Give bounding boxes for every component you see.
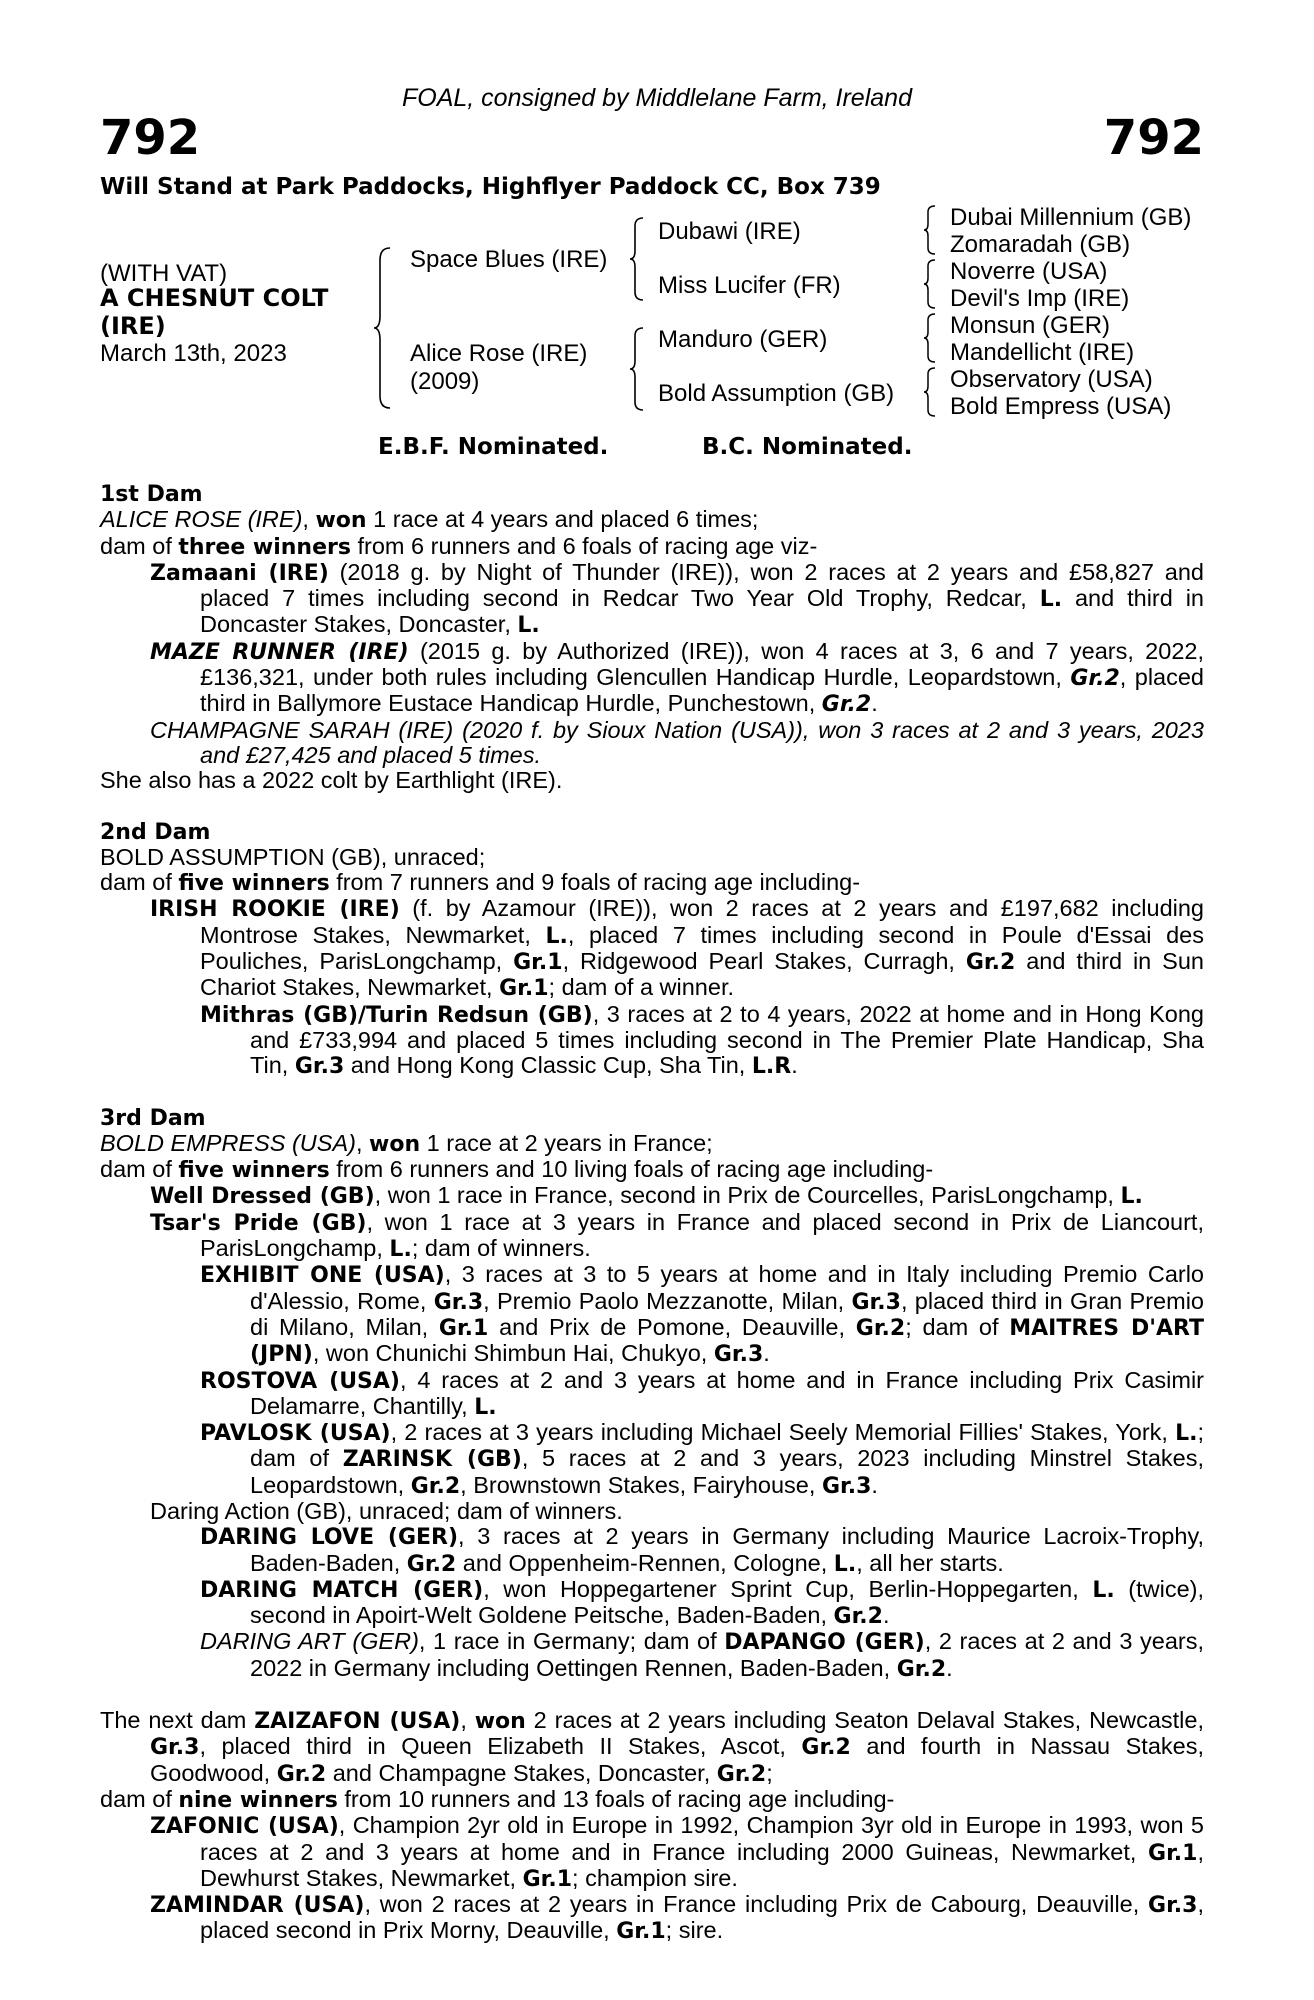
produce-zamaani: Zamaani (IRE) (2018 g. by Night of Thunder (IRE)), won 2 races at 2 years and £58,827 and placed 7 times including second in Redcar Two Year Old Trophy, Redcar, L. and third in Doncaster Stakes, Doncaster, L.	[150, 558, 1204, 639]
produce-mithras: Mithras (GB)/Turin Redsun (GB), 3 races at 2 to 4 years, 2022 at home and in Hong Kong and £733,994 and placed 5 times including second in The Premier Plate Handicap, Sha Tin, Gr.3 and Hong Kong Classic Cup, Sha Tin, L.R.	[200, 1000, 1204, 1080]
foaling-date: March 13th, 2023	[100, 340, 287, 367]
first-dam-also: She also has a 2022 colt by Earthlight (IRE).	[100, 767, 563, 794]
catalogue-body	[100, 482, 1204, 1945]
produce-zafonic: ZAFONIC (USA), Champion 2yr old in Europe in 1992, Champion 3yr old in Europe in 1993, won 5 races at 2 and 3 years at home and in France including 2000 Guineas, Newmarket, Gr.1, Dewhurst Stakes, Newmarket, Gr.1; champion sire.	[150, 1812, 1204, 1892]
produce-daring-action: Daring Action (GB), unraced; dam of winners.	[150, 1497, 623, 1524]
pedigree-ggp-7: Observatory (USA)	[950, 366, 1153, 393]
pedigree-ggp-1: Dubai Millennium (GB)	[950, 204, 1192, 231]
consignment-line: FOAL, consigned by Middlelane Farm, Ireland	[402, 84, 912, 112]
second-dam-line: BOLD ASSUMPTION (GB), unraced;	[100, 843, 486, 870]
pedigree-brace-g4	[922, 366, 938, 418]
pedigree-ggp-4: Devil's Imp (IRE)	[950, 285, 1130, 312]
lot-number-left: 792	[100, 110, 201, 166]
next-dam-produce-summary: dam of nine winners from 10 runners and 13 foals of racing age including-	[100, 1785, 895, 1813]
ebf-nomination: E.B.F. Nominated.	[378, 434, 609, 460]
pedigree-ggp-6: Mandellicht (IRE)	[950, 339, 1135, 366]
second-dam-produce-summary: dam of five winners from 7 runners and 9 foals of racing age including-	[100, 869, 861, 897]
pedigree-sire-dam: Miss Lucifer (FR)	[658, 272, 841, 299]
first-dam-heading: 1st Dam	[100, 482, 203, 507]
produce-zamindar: ZAMINDAR (USA), won 2 races at 2 years in France including Prix de Cabourg, Deauville, Gr.3, placed second in Prix Morny, Deauville, Gr.1; sire.	[150, 1891, 1204, 1945]
next-dam-line: The next dam ZAIZAFON (USA), won 2 races at 2 years including Seaton Delaval Stakes, Newcastle, Gr.3, placed third in Queen Elizabeth II Stakes, Ascot, Gr.2 and fourth in Nassau Stakes, Goodwood, Gr.2 and Champagne Stakes, Doncaster, Gr.2;	[100, 1707, 1204, 1787]
bc-nomination: B.C. Nominated.	[702, 434, 913, 460]
pedigree-brace-g1	[922, 204, 938, 256]
second-dam-heading: 2nd Dam	[100, 819, 211, 845]
vat-label: (WITH VAT)	[100, 260, 228, 287]
pedigree-brace-g3	[922, 312, 938, 364]
pedigree-ggp-3: Noverre (USA)	[950, 258, 1108, 285]
pedigree-brace-g2	[922, 258, 938, 310]
lot-number-right: 792	[1103, 110, 1204, 166]
produce-well-dressed: Well Dressed (GB), won 1 race in France, second in Prix de Courcelles, ParisLongchamp, L.	[150, 1182, 1143, 1210]
produce-daring-love: DARING LOVE (GER), 3 races at 2 years in Germany including Maurice Lacroix-Trophy, Baden-Baden, Gr.2 and Oppenheim-Rennen, Cologne, L., all her starts.	[200, 1523, 1204, 1577]
produce-daring-match: DARING MATCH (GER), won Hoppegartener Sprint Cup, Berlin-Hoppegarten, L. (twice), second in Apoirt-Welt Goldene Peitsche, Baden-Baden, Gr.2.	[200, 1575, 1205, 1630]
pedigree-sire: Space Blues (IRE)	[410, 246, 608, 273]
produce-tsars-pride: Tsar's Pride (GB), won 1 race at 3 years in France and placed second in Prix de Liancourt, ParisLongchamp, L.; dam of winners.	[150, 1208, 1204, 1263]
pedigree-brace-dam	[628, 326, 646, 412]
produce-irish-rookie: IRISH ROOKIE (IRE) (f. by Azamour (IRE)), won 2 races at 2 years and £197,682 including Montrose Stakes, Newmarket, L., placed 7 times including second in Poule d'Essai des Pouliches, ParisLongchamp, Gr.1, Ridgewood Pearl Stakes, Curragh, Gr.2 and third in Sun Chariot Stakes, Newmarket, Gr.1; dam of a winner.	[150, 895, 1205, 1002]
pedigree-ggp-2: Zomaradah (GB)	[950, 231, 1131, 258]
pedigree-dam: Alice Rose (IRE)	[410, 340, 588, 367]
pedigree-ggp-8: Bold Empress (USA)	[950, 393, 1172, 420]
first-dam-line: ALICE ROSE (IRE), won 1 race at 4 years and placed 6 times;	[100, 506, 759, 534]
first-dam-produce-summary: dam of three winners from 6 runners and 6 foals of racing age viz-	[100, 532, 818, 560]
pedigree-dam-year: (2009)	[410, 368, 480, 395]
produce-pavlosk: PAVLOSK (USA), 2 races at 3 years including Michael Seely Memorial Fillies' Stakes, York, L.; dam of ZARINSK (GB), 5 races at 2 and 3 years, 2023 including Minstrel Stakes, Leopardstown, Gr.2, Brownstown Stakes, Fairyhouse, Gr.3.	[200, 1419, 1204, 1499]
pedigree-sire-sire: Dubawi (IRE)	[658, 218, 801, 245]
produce-exhibit-one: EXHIBIT ONE (USA), 3 races at 3 to 5 years at home and in Italy including Premio Carlo d'Alessio, Rome, Gr.3, Premio Paolo Mezzanotte, Milan, Gr.3, placed third in Gran Premio di Milano, Milan, Gr.1 and Prix de Pomone, Deauville, Gr.2; dam of MAITRES D'ART (JPN), won Chunichi Shimbun Hai, Chukyo, Gr.3.	[200, 1261, 1205, 1368]
produce-maze-runner: MAZE RUNNER (IRE) (2015 g. by Authorized (IRE)), won 4 races at 3, 6 and 7 years, 2022, £136,321, under both rules including Glencullen Handicap Hurdle, Leopardstown, Gr.2, placed third in Ballymore Eustace Handicap Hurdle, Punchestown, Gr.2.	[150, 637, 1205, 718]
third-dam-heading: 3rd Dam	[100, 1105, 206, 1131]
horse-name: A CHESNUT COLT	[100, 284, 329, 312]
horse-country: (IRE)	[100, 312, 166, 340]
third-dam-produce-summary: dam of five winners from 6 runners and 10 living foals of racing age including-	[100, 1156, 934, 1184]
third-dam-line: BOLD EMPRESS (USA), won 1 race at 2 years in France;	[100, 1129, 713, 1157]
pedigree-dam-dam: Bold Assumption (GB)	[658, 380, 895, 407]
pedigree-brace-main	[372, 246, 394, 410]
stand-location: Will Stand at Park Paddocks, Highflyer Paddock CC, Box 739	[100, 174, 881, 200]
produce-rostova: ROSTOVA (USA), 4 races at 2 and 3 years at home and in France including Prix Casimir Delamarre, Chantilly, L.	[200, 1366, 1204, 1420]
pedigree-dam-sire: Manduro (GER)	[658, 326, 828, 353]
pedigree-ggp-5: Monsun (GER)	[950, 312, 1111, 339]
produce-champagne-sarah: CHAMPAGNE SARAH (IRE) (2020 f. by Sioux Nation (USA)), won 3 races at 2 and 3 years, 2023 and £27,425 and placed 5 times.	[150, 716, 1204, 768]
produce-daring-art: DARING ART (GER), 1 race in Germany; dam of DAPANGO (GER), 2 races at 2 and 3 years, 2022 in Germany including Oettingen Rennen, Baden-Baden, Gr.2.	[200, 1628, 1205, 1682]
pedigree-brace-sire	[628, 216, 646, 302]
